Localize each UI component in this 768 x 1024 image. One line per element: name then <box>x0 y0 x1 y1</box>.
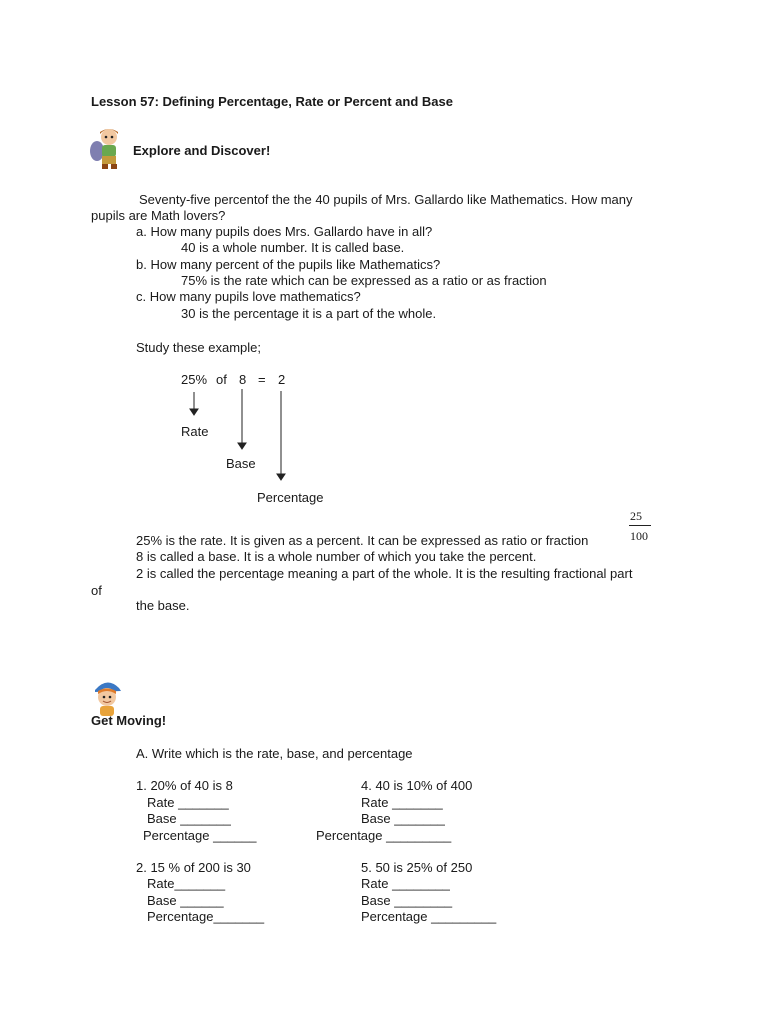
exercise-1-percentage-blank[interactable]: Percentage ______ <box>143 828 257 843</box>
answer-c: 30 is the percentage it is a part of the whole. <box>181 306 437 321</box>
exercise-4-problem: 4. 40 is 10% of 400 <box>361 778 473 793</box>
question-c: c. How many pupils love mathematics? <box>136 289 361 304</box>
example-equals: = <box>258 372 266 387</box>
base-label: Base <box>226 456 256 471</box>
explore-heading: Explore and Discover! <box>133 143 271 158</box>
exercise-2-base-blank[interactable]: Base ______ <box>147 893 224 908</box>
intro-line-2: pupils are Math lovers? <box>91 208 226 223</box>
lesson-title: Lesson 57: Defining Percentage, Rate or Percent and Base <box>91 94 453 109</box>
explanation-line-3-wrap: of <box>91 583 102 598</box>
exercise-2-problem: 2. 15 % of 200 is 30 <box>136 860 251 875</box>
study-label: Study these example; <box>136 340 262 355</box>
rate-label: Rate <box>181 424 209 439</box>
base-arrow-head <box>238 443 246 449</box>
explanation-line-4: the base. <box>136 598 190 613</box>
rate-arrow-head <box>190 409 198 415</box>
exercise-1-base-blank[interactable]: Base _______ <box>147 811 231 826</box>
exercise-5-rate-blank[interactable]: Rate ________ <box>361 876 450 891</box>
fraction-bar <box>629 525 651 526</box>
percentage-label: Percentage <box>257 490 324 505</box>
exercise-4-rate-blank[interactable]: Rate _______ <box>361 795 443 810</box>
answer-b: 75% is the rate which can be expressed as a ratio or as fraction <box>181 273 547 288</box>
exercise-4-base-blank[interactable]: Base _______ <box>361 811 445 826</box>
example-rate-value: 25% <box>181 372 208 387</box>
exercise-5-percentage-blank[interactable]: Percentage _________ <box>361 909 497 924</box>
get-moving-heading: Get Moving! <box>91 713 167 728</box>
boy-with-cap-icon <box>90 676 124 716</box>
explanation-line-1: 25% is the rate. It is given as a percent. It can be expressed as ratio or fraction <box>136 533 589 548</box>
fraction-numerator: 25 <box>630 509 642 523</box>
exercise-4-percentage-blank[interactable]: Percentage _________ <box>316 828 452 843</box>
exercise-1-rate-blank[interactable]: Rate _______ <box>147 795 229 810</box>
exercise-instruction: A. Write which is the rate, base, and percentage <box>136 746 413 761</box>
explanation-line-3: 2 is called the percentage meaning a part of the whole. It is the resulting fractional part <box>136 566 633 581</box>
answer-a: 40 is a whole number. It is called base. <box>181 240 405 255</box>
question-a: a. How many pupils does Mrs. Gallardo have in all? <box>136 224 433 239</box>
exercise-5-problem: 5. 50 is 25% of 250 <box>361 860 473 875</box>
exercise-2-percentage-blank[interactable]: Percentage_______ <box>147 909 265 924</box>
example-of-word: of <box>216 372 227 387</box>
question-b: b. How many percent of the pupils like Mathematics? <box>136 257 441 272</box>
example-percentage-value: 2 <box>278 372 286 387</box>
intro-line-1: Seventy-five percentof the the 40 pupils of Mrs. Gallardo like Mathematics. How many <box>139 192 633 207</box>
exercise-2-rate-blank[interactable]: Rate_______ <box>147 876 226 891</box>
explanation-line-2: 8 is called a base. It is a whole number of which you take the percent. <box>136 549 537 564</box>
percentage-arrow-head <box>277 474 285 480</box>
fraction-denominator: 100 <box>630 529 648 543</box>
exercise-5-base-blank[interactable]: Base ________ <box>361 893 453 908</box>
exercise-1-problem: 1. 20% of 40 is 8 <box>136 778 233 793</box>
example-base-value: 8 <box>239 372 247 387</box>
